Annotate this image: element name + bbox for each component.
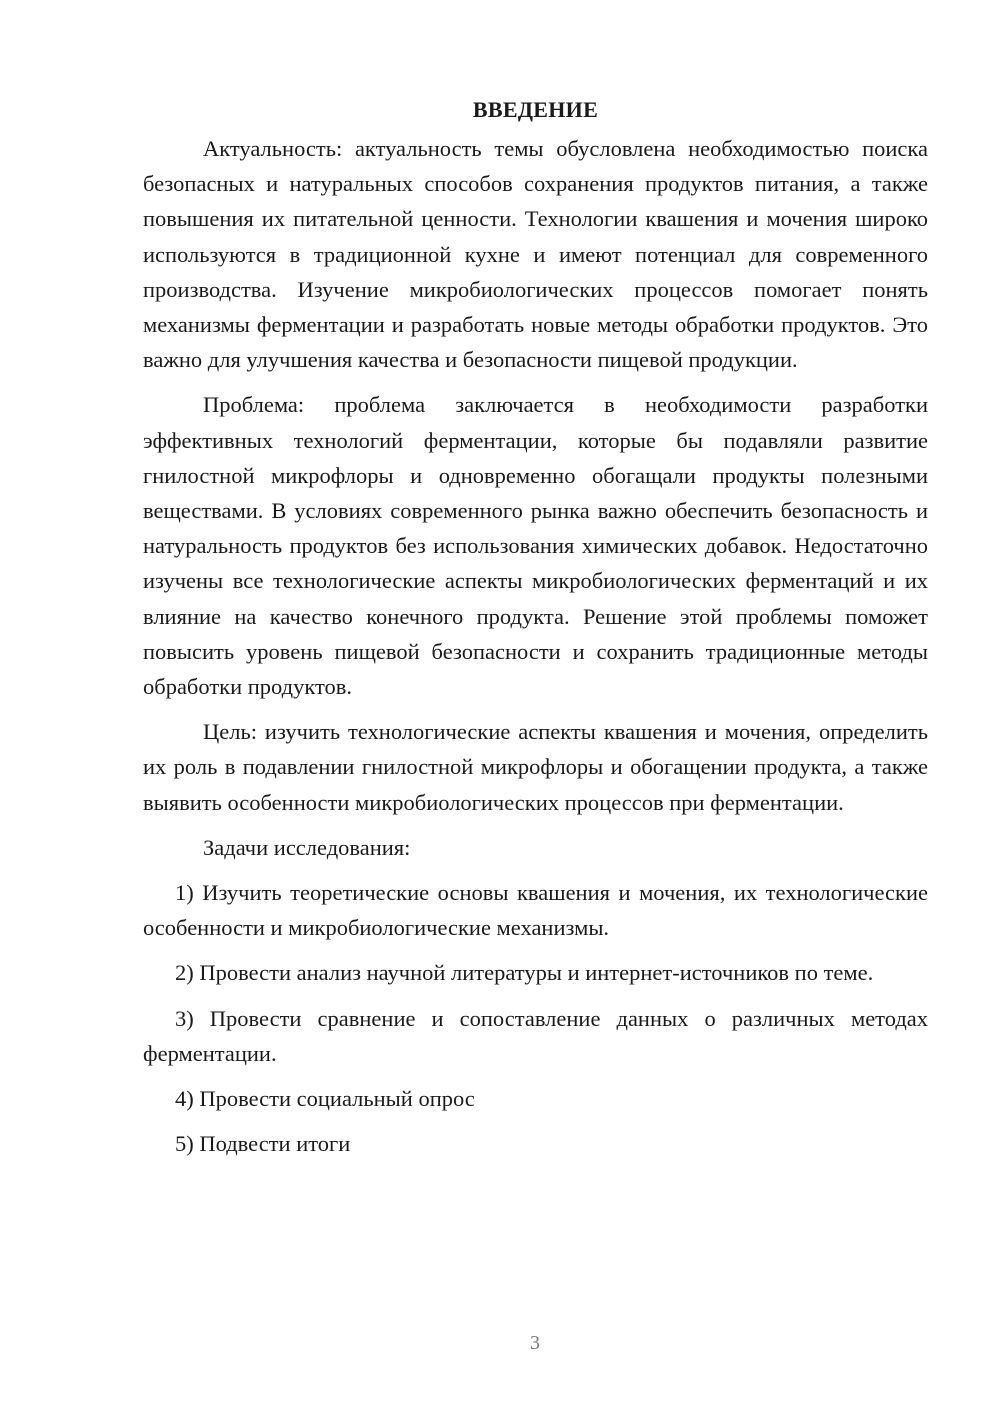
paragraph-relevance: Актуальность: актуальность темы обусловлена необходимостью поиска безопасных и натуральных способов сохранения продуктов питания, а также повышения их питательной ценности. Технологии квашения и мочения широко используются в традиционной кухне и имеют потенциал для современного производства. Изучение микробиологических процессов помогает понять механизмы ферментации и разработать новые методы обработки продуктов. Это важно для улучшения качества и безопасности пищевой продукции. (143, 136, 928, 373)
list-item: 2) Провести анализ научной литературы и интернет-источников по теме. (175, 960, 874, 986)
list-item: 3) Провести сравнение и сопоставление данных о различных методах ферментации. (143, 1005, 928, 1066)
page-number: 3 (530, 1332, 540, 1354)
page-title: ВВЕДЕНИЕ (472, 97, 599, 122)
list-item: 4) Провести социальный опрос (175, 1086, 475, 1112)
tasks-list (143, 875, 928, 1161)
document-page (143, 92, 928, 1171)
paragraph-goal: Цель: изучить технологические аспекты квашения и мочения, определить их роль в подавлении гнилостной микрофлоры и обогащении продукта, а также выявить особенности микробиологических процессов при ферментации. (143, 719, 928, 815)
list-item: 1) Изучить теоретические основы квашения и мочения, их технологические особенности и микробиологические механизмы. (143, 880, 928, 941)
paragraph-problem: Проблема: проблема заключается в необходимости разработки эффективных технологий ферментации, которые бы подавляли развитие гнилостной микрофлоры и одновременно обогащали продукты полезными веществами. В условиях современного рынка важно обеспечить безопасность и натуральность продуктов без использования химических добавок. Недостаточно изучены все технологические аспекты микробиологических ферментаций и их влияние на качество конечного продукта. Решение этой проблемы поможет повысить уровень пищевой безопасности и сохранить традиционные методы обработки продуктов. (143, 392, 928, 700)
tasks-heading: Задачи исследования: (203, 834, 411, 860)
list-item: 5) Подвести итоги (175, 1131, 351, 1157)
